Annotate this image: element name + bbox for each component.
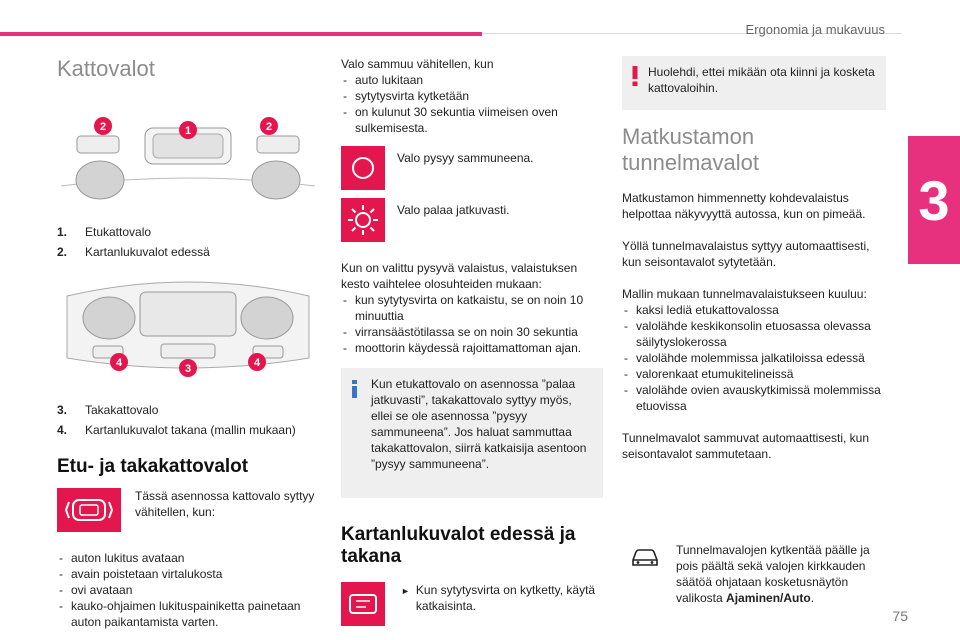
info-box: [341, 368, 603, 498]
door-mode-row: [57, 488, 327, 532]
door-mode-icon: [57, 488, 121, 532]
door-mode-text: Tässä asennossa kattovalo syttyy vähitellen, kun:: [135, 489, 315, 519]
list-item: - ovi avataan: [57, 582, 327, 598]
list-item: - auto lukitaan: [341, 72, 603, 88]
section-heading-kattovalot: Kattovalot: [57, 56, 155, 81]
callout-2-right: 2: [265, 121, 273, 133]
door-mode-conditions: [57, 550, 327, 630]
touchscreen-control-text: Tunnelmavalojen kytkentää päälle ja pois päältä sekä valojen kirkkauden säätöä ohjataan kosketusnäytön valikosta Ajaminen/Auto.: [676, 543, 870, 605]
light-on-icon: [341, 198, 385, 242]
callout-3: 3: [184, 363, 192, 375]
callout-4-left: 4: [115, 357, 123, 369]
permanent-lighting-paragraph: Kun on valittu pysyvä valaistus, valaistuksen kesto vaihtelee olosuhteiden mukaan:: [341, 261, 578, 291]
car-icon: [622, 542, 666, 572]
map-light-switch-row: [341, 582, 603, 626]
info-text: Kun etukattovalo on asennossa ”palaa jatkuvasti”, takakattovalo syttyy myös, ellei se ole asennossa ”pysyy sammuneena”. Jos haluat sammuttaa takakattovalon, siirrä katkaisija asentoon ”pysyy sammuneena”.: [371, 377, 587, 471]
column-1: [57, 56, 327, 630]
callout-4-right: 4: [253, 357, 261, 369]
map-light-icon: [341, 582, 385, 626]
light-on-text: Valo palaa jatkuvasti.: [397, 203, 510, 217]
list-item: - valolähde molemmissa jalkatiloissa edessä: [622, 350, 886, 366]
subheading-front-rear-lights: Etu- ja takakattovalot: [57, 456, 249, 477]
list-item: - valolähde keskikonsolin etuosassa olevassa säilytyslokerossa: [622, 318, 886, 350]
fade-out-conditions: [341, 72, 603, 136]
menu-name: Ajaminen/Auto: [726, 591, 811, 605]
list-item: - moottorin käydessä rajoittamattoman ajan.: [341, 340, 603, 356]
page-number: 75: [892, 608, 908, 624]
paragraph: Mallin mukaan tunnelmavalaistukseen kuuluu:: [622, 287, 867, 301]
callout-1: 1: [184, 125, 192, 137]
permanent-lighting-durations: [341, 292, 603, 356]
info-icon: [351, 380, 359, 398]
chapter-tab: 3: [908, 136, 960, 264]
list-item: - on kulunut 30 sekuntia viimeisen oven sulkemisesta.: [341, 104, 603, 136]
warning-text: Huolehdi, ettei mikään ota kiinni ja kosketa kattovaloihin.: [648, 65, 875, 95]
paragraph: Yöllä tunnelmavalaistus syttyy automaattisesti, kun seisontavalot sytytetään.: [622, 239, 870, 269]
header-accent-bar: [0, 32, 482, 36]
rear-roof-light-illustration: [57, 274, 319, 386]
callout-2-left: 2: [99, 121, 107, 133]
column-3: [622, 56, 886, 606]
list-item: - auton lukitus avataan: [57, 550, 327, 566]
list-item: - valorenkaat etumukitelineissä: [622, 366, 886, 382]
front-roof-light-illustration: [57, 92, 319, 204]
paragraph: Matkustamon himmennetty kohdevalaistus helpottaa näkyvyyttä autossa, kun on pimeää.: [622, 191, 866, 221]
section-heading-ambient-lights: Matkustamon tunnelmavalot: [622, 124, 759, 175]
legend-item: 1. Etukattovalo: [57, 225, 152, 239]
light-off-icon: [341, 146, 385, 190]
list-item: - valolähde ovien avauskytkimissä molemmissa etuovissa: [622, 382, 886, 414]
map-light-instruction: ► Kun sytytysvirta on kytketty, käytä katkaisinta.: [401, 583, 596, 613]
legend-item: 3. Takakattovalo: [57, 403, 159, 417]
list-item: - virransäästötilassa se on noin 30 sekuntia: [341, 324, 603, 340]
subheading-map-lights: Kartanlukuvalot edessä ja takana: [341, 524, 576, 567]
light-off-text: Valo pysyy sammuneena.: [397, 151, 534, 165]
legend-item: 4. Kartanlukuvalot takana (mallin mukaan): [57, 423, 296, 437]
list-item: - sytytysvirta kytketään: [341, 88, 603, 104]
ambient-light-sources: [622, 302, 886, 414]
legend-rear: [57, 402, 327, 438]
bullet-arrow-icon: ►: [401, 586, 410, 596]
list-item: - kun sytytysvirta on katkaistu, se on noin 10 minuuttia: [341, 292, 603, 324]
list-item: - kauko-ohjaimen lukituspainiketta painetaan auton paikantamista varten.: [57, 598, 327, 630]
warning-icon: [631, 66, 639, 86]
column-2: [341, 56, 603, 626]
fade-out-intro: Valo sammuu vähitellen, kun: [341, 57, 494, 71]
light-on-row: [341, 198, 603, 242]
light-off-row: [341, 146, 603, 190]
legend-item: 2. Kartanlukuvalot edessä: [57, 245, 210, 259]
list-item: - avain poistetaan virtalukosta: [57, 566, 327, 582]
legend-front: [57, 224, 327, 260]
paragraph: Tunnelmavalot sammuvat automaattisesti, kun seisontavalot sammutetaan.: [622, 431, 870, 461]
section-title: Ergonomia ja mukavuus: [745, 22, 885, 37]
warning-box: [622, 56, 886, 110]
touchscreen-control-row: [622, 542, 886, 606]
list-item: - kaksi lediä etukattovalossa: [622, 302, 886, 318]
